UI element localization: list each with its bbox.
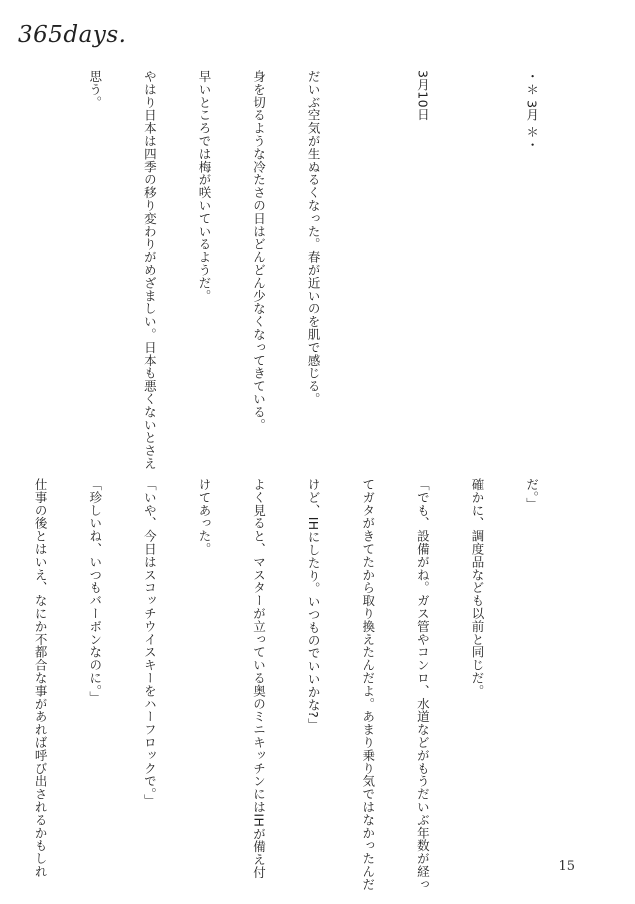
upper-text-column: [57, 70, 577, 470]
section-heading: ・＊ 3月 ＊・: [524, 70, 540, 152]
text-line: 思う。: [87, 70, 103, 109]
running-title: 365days.: [18, 22, 127, 48]
text-line: てガタがきてたから取り換えたんだよ。あまり乗り気ではなかったんだ: [360, 478, 376, 891]
text-line: 確かに、調度品なども以前と同じだ。: [469, 478, 485, 698]
text-line: よく見ると、マスターが立っている奥のミニキッチンにはIHが備え付: [251, 478, 267, 879]
blank-line: [468, 70, 486, 450]
text-line: やはり日本は四季の移り変わりがめざましい。日本も悪くないとさえ: [142, 70, 158, 470]
text-line: 「でも、設備がね。ガス管やコンロ、水道などがもうだいぶ年数が経っ: [415, 478, 431, 891]
text-line: だいぶ空気が生ぬるくなった。春が近いのを肌で感じる。: [306, 70, 322, 406]
blank-line: [31, 70, 49, 450]
text-line: だ。」: [524, 478, 540, 511]
blank-line: [359, 70, 377, 450]
text-line: 身を切るような冷たさの日はどんどん少なくなってきている。: [251, 70, 267, 432]
text-line: けど、IHにしたり。いつものでいいかな?」: [306, 478, 322, 732]
text-line: 「珍しいね、いつもバーボンなのに。」: [87, 478, 103, 704]
page-number: 15: [558, 859, 575, 874]
text-line: 「いや、今日はスコッチウイスキーをハーフロックで。」: [142, 478, 158, 808]
text-line: けてあった。: [196, 478, 212, 556]
date-heading: 3月10日: [415, 70, 431, 121]
text-line: 仕事の後とはいえ、なにか不都合な事があれば呼び出されるかもしれ: [33, 478, 49, 878]
text-line: 早いところでは梅が咲いているようだ。: [196, 70, 212, 303]
